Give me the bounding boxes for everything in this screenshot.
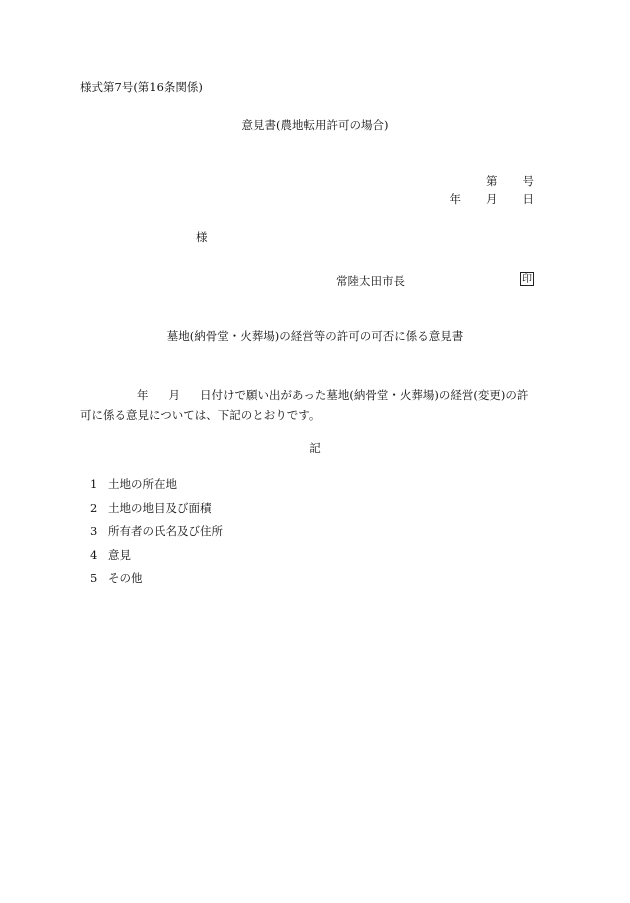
list-item <box>90 478 223 502</box>
item-label: 所有者の氏名及び住所 <box>108 524 223 538</box>
body-year: 年 <box>137 388 149 402</box>
reference-date <box>450 193 535 207</box>
list-item <box>90 572 223 596</box>
reference-number-prefix: 第 <box>486 174 498 188</box>
list-item <box>90 549 223 573</box>
item-number: 1 <box>90 477 98 491</box>
seal-mark: 印 <box>522 274 532 285</box>
body-month: 月 <box>168 388 180 402</box>
body-paragraph <box>80 385 550 425</box>
item-label: 土地の地目及び面積 <box>108 500 212 515</box>
body-line-2: 可に係る意見については、下記のとおりです。 <box>80 408 321 422</box>
form-number: 様式第7号(第16条関係) <box>80 80 203 94</box>
item-label: 意見 <box>108 547 131 562</box>
addressee-honorific: 様 <box>196 230 208 244</box>
subject-line: 墓地(納骨堂・火葬場)の経営等の許可の可否に係る意見書 <box>166 329 464 343</box>
reference-year: 年 <box>449 192 461 206</box>
body-line-1 <box>80 385 550 405</box>
list-item <box>90 502 223 526</box>
item-number: 5 <box>90 571 98 585</box>
body-line1-rest: 日付けで願い出があった墓地(納骨堂・火葬場)の経営(変更)の許 <box>200 388 529 402</box>
list-item <box>90 525 223 549</box>
item-number: 4 <box>90 547 98 562</box>
ki-heading: 記 <box>309 441 321 455</box>
item-number: 3 <box>90 524 98 538</box>
item-list <box>90 478 223 596</box>
item-number: 2 <box>90 500 98 515</box>
reference-number-suffix: 号 <box>522 174 534 188</box>
reference-number <box>486 175 534 189</box>
reference-day: 日 <box>522 192 534 206</box>
item-label: 土地の所在地 <box>108 477 177 491</box>
issuer-name: 常陸太田市長 <box>336 274 405 288</box>
reference-month: 月 <box>486 192 498 206</box>
document-title: 意見書(農地転用許可の場合) <box>241 118 389 132</box>
item-label: その他 <box>108 571 143 585</box>
